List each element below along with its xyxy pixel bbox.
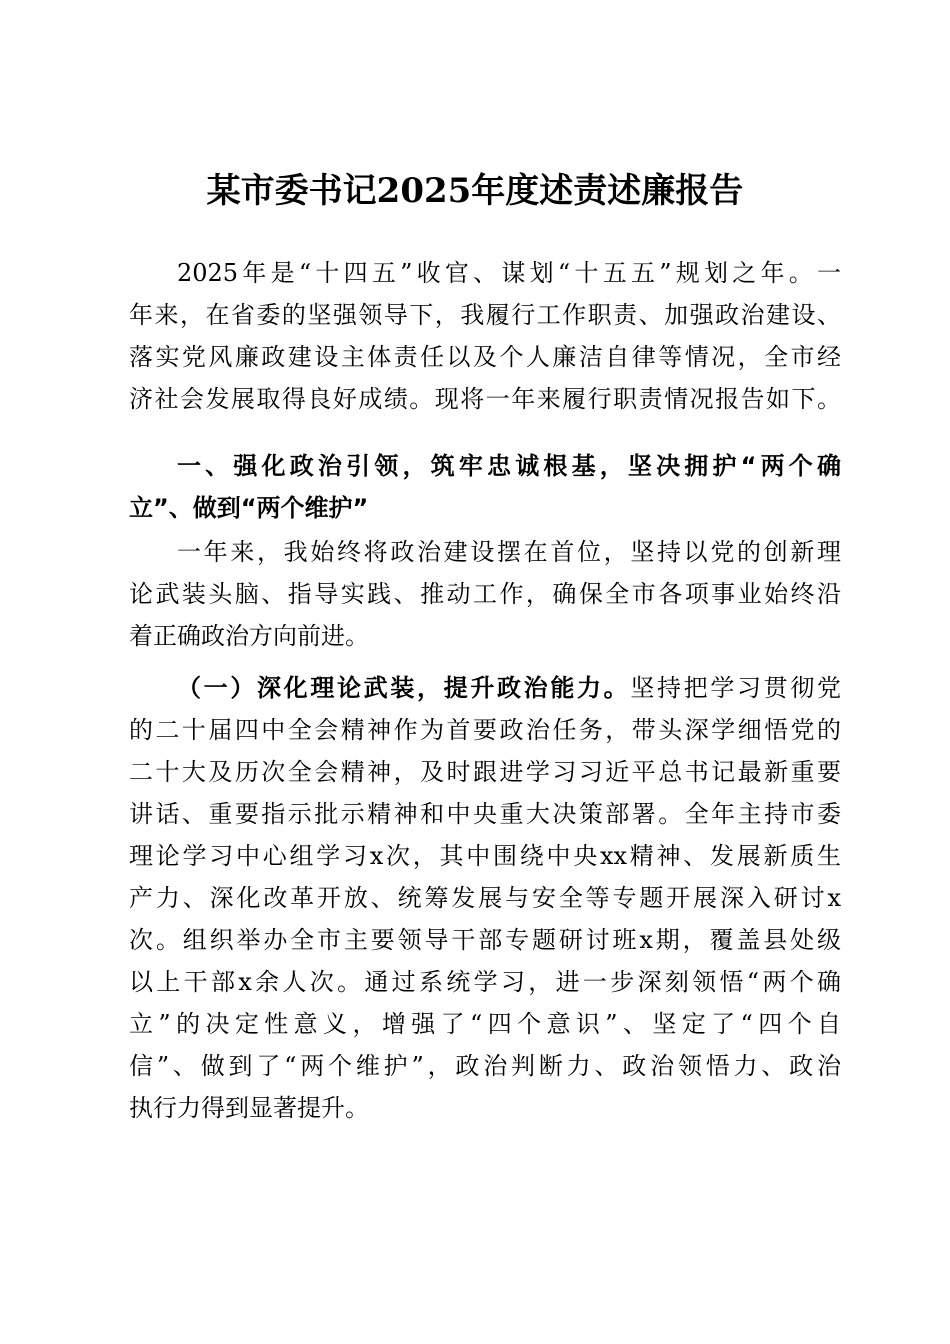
body-line: 执行力得到显著提升。 <box>129 1094 369 1122</box>
body-line: 立”的决定性意义，增强了“四个意识”、坚定了“四个自 <box>129 1010 841 1038</box>
intro-line: 济社会发展取得良好成绩。现将一年来履行职责情况报告如下。 <box>129 385 841 413</box>
subsection-first-line <box>177 667 841 709</box>
intro-line: 落实党风廉政建设主体责任以及个人廉洁自律等情况，全市经 <box>129 343 841 371</box>
section-heading: 立”、做到“两个维护” <box>129 494 369 522</box>
body-line: 次。组织举办全市主要领导干部专题研讨班x期，覆盖县处级 <box>129 926 841 954</box>
body-line: 产力、深化改革开放、统筹发展与安全等专题开展深入研讨x <box>129 884 841 912</box>
body-line: 信”、做到了“两个维护”，政治判断力、政治领悟力、政治 <box>129 1052 841 1080</box>
intro-line: 2025年是“十四五”收官、谋划“十五五”规划之年。一 <box>177 259 841 287</box>
body-line: 论武装头脑、指导实践、推动工作，确保全市各项事业始终沿 <box>129 580 841 608</box>
body-line: 以上干部x余人次。通过系统学习，进一步深刻领悟“两个确 <box>129 968 841 996</box>
subsection-heading: （一）深化理论武装，提升政治能力。 <box>177 674 631 702</box>
body-line: 理论学习中心组学习x次，其中围绕中央xx精神、发展新质生 <box>129 842 841 870</box>
document-title: 某市委书记2025年度述责述廉报告 <box>206 171 744 211</box>
body-line: 一年来，我始终将政治建设摆在首位，坚持以党的创新理 <box>177 538 841 566</box>
body-line: 的二十届四中全会精神作为首要政治任务，带头深学细悟党的 <box>129 716 841 744</box>
body-line: 讲话、重要指示批示精神和中央重大决策部署。全年主持市委 <box>129 800 841 828</box>
body-line: 二十大及历次全会精神，及时跟进学习习近平总书记最新重要 <box>129 758 841 786</box>
intro-line: 年来，在省委的坚强领导下，我履行工作职责、加强政治建设、 <box>129 301 841 329</box>
section-heading: 一、强化政治引领，筑牢忠诚根基，坚决拥护“两个确 <box>177 452 841 480</box>
body-line: 着正确政治方向前进。 <box>129 622 369 650</box>
body-text: 坚持把学习贯彻党 <box>630 674 842 702</box>
